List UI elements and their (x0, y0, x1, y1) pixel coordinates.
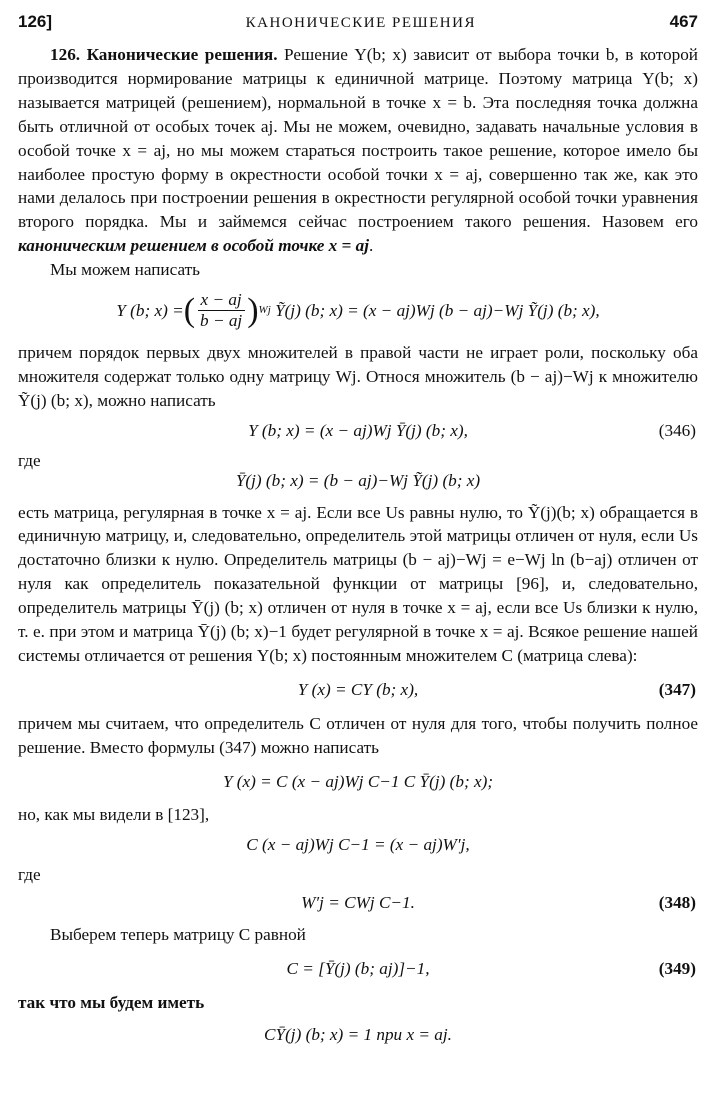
defined-term: каноническим решением в особой точке x = aj (18, 236, 369, 256)
equation-c2 (18, 833, 698, 857)
equation-349 (18, 957, 698, 981)
paragraph-6: Выберем теперь матрицу C равной (50, 925, 306, 945)
paragraph-4: причем мы считаем, что определитель C отличен от нуля для того, чтобы получить полное решение. Вместо формулы (347) можно написать (18, 713, 698, 757)
equation-ybar (18, 469, 698, 493)
write-line: Мы можем написать (50, 260, 200, 280)
equation-1: Y (b; x) = ( $\frac{x - aj}{b - aj}$ ) Wj Ỹ(j) (b; x) = (x − aj)Wj (b − aj)−Wj Ỹ(j) (b; x), (116, 290, 600, 331)
page-number: 467 (669, 12, 698, 31)
eq-c2-body: C (x − aj)Wj C−1 = (x − aj)W′j, (246, 835, 470, 855)
equation-348 (18, 891, 698, 915)
equation-last (18, 1023, 698, 1047)
eq1-numerator: x − aj (198, 290, 245, 311)
eq349-tag: (349) (658, 959, 696, 978)
eq1-denominator: b − aj (200, 311, 243, 331)
eq347-tag: (347) (658, 679, 696, 699)
eq346-body: Y (b; x) = (x − aj)Wj Ȳ(j) (b; x), (248, 420, 468, 440)
paragraph-3: есть матрица, регулярная в точке x = aj. Если все Us равны нулю, то Ỹ(j)(b; x) обращается в единичную матрицу, и, следовательно, определитель этой матрицы отличен от нуля, если Us достаточно близки к нулю. Определитель матрицы (b − aj)−Wj = e−Wj ln (b−aj) отличен от нуля как определитель показательной функции от матрицы [96], и, следовательно, определитель матрицы Ȳ(j) (b; x) отличен от нуля в точке x = aj, если все Us близки к нулю, т. е. при этом и матрица Ȳ(j) (b; x)−1 будет регулярной в точке x = aj. Всякое решение нашей системы отличается от решения Y(b; x) постоянным множителем C (матрица слева): (18, 502, 698, 665)
equation-346 (18, 419, 698, 443)
eq348-body: W′j = CWj C−1. (301, 893, 415, 913)
eq-last-body: CȲ(j) (b; x) = 1 при x = aj. (264, 1024, 452, 1044)
eq1-exponent: Wj (258, 303, 271, 316)
section-intro-end: . (369, 236, 374, 256)
eq1-lhs: Y (b; x) = (116, 300, 184, 320)
eq1-fraction (197, 290, 245, 331)
paragraph-5: но, как мы видели в [123], (18, 805, 210, 825)
section-heading: 126. Канонические решения. (50, 45, 278, 64)
eq349-body: C = [Ȳ(j) (b; aj)]−1, (286, 959, 430, 978)
running-head (18, 10, 698, 38)
section-paragraph (18, 43, 698, 258)
paragraph-7: так что мы будем иметь (18, 992, 205, 1012)
where-2: где (18, 865, 41, 885)
eq1-rest: Ỹ(j) (b; x) = (x − aj)Wj (b − aj)−Wj Ỹ(j) (b; x), (275, 300, 600, 320)
equation-c (18, 770, 698, 794)
section-intro: Решение Y(b; x) зависит от выбора точки b, в которой производится нормирование матрицы к единичной матрице. Поэтому матрица Y(b; x) называется матрицей (решением), нормальной в точке x = b. Эта последняя точка должна быть отличной от особых точек aj. Мы не можем, очевидно, задавать начальные условия в особой точке x = aj, но мы можем стараться построить такое решение, которое имело бы наиболее простую форму в окрестности особой точки x = aj, совершенно так же, как это нами делалось при построении решения в окрестности регулярной особой точки уравнения второго порядка. Мы и займемся сейчас построением такого решения. Назовем его (18, 45, 698, 232)
equation-347 (18, 678, 698, 702)
eq348-tag: (348) (658, 893, 696, 913)
paragraph-2: причем порядок первых двух множителей в правой части не играет роли, поскольку оба множителя содержат только одну матрицу Wj. Относя множитель (b − aj)−Wj к множителю Ỹ(j) (b; x), можно написать (18, 343, 698, 410)
section-number: 126] (18, 12, 53, 31)
eq346-tag: (346) (658, 420, 696, 440)
where-1: где (18, 450, 41, 470)
running-title: КАНОНИЧЕСКИЕ РЕШЕНИЯ (245, 15, 476, 31)
eq347-body: Y (x) = CY (b; x), (297, 679, 419, 699)
eq-c-body: Y (x) = C (x − aj)Wj C−1 C Ȳ(j) (b; x); (222, 771, 494, 791)
eq-ybar-body: Ȳ(j) (b; x) = (b − aj)−Wj Ỹ(j) (b; x) (235, 470, 481, 490)
